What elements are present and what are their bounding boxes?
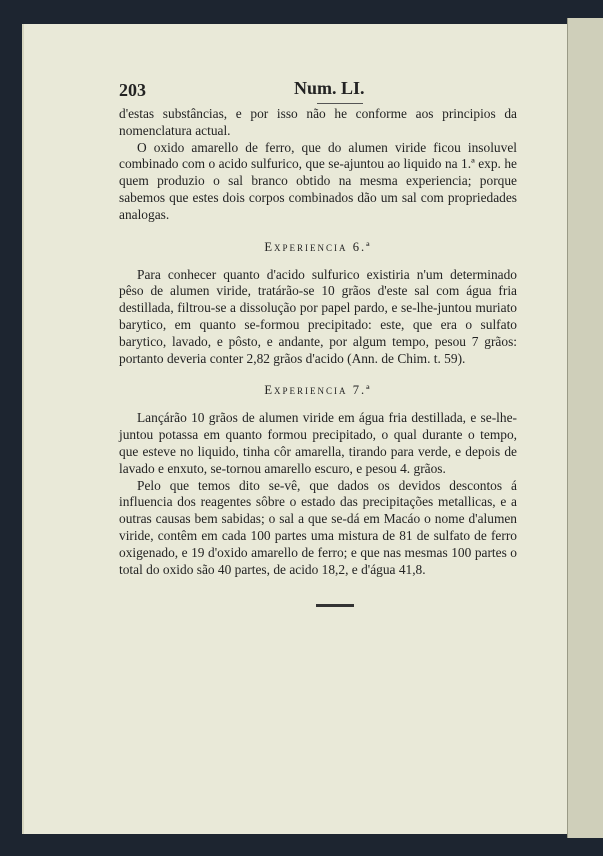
experiment-7-heading: Experiencia 7.ª — [264, 383, 372, 398]
end-rule — [316, 604, 354, 607]
paragraph-4: Lançárão 10 grãos de alumen viride em água fria destillada, e se-lhe-juntou potassa em quanto formou precipitado, o qual durante o tempo, que esteve no liquido, tinha côr amarella, tirando para verde, e depois de lavado e enxuto, se-tornou amarello escuro, e pesou 4. grãos. — [119, 410, 517, 476]
next-page-edge — [567, 18, 603, 838]
paragraph-1: d'estas substâncias, e por isso não he conforme aos principios da nomenclatura actual. — [119, 106, 517, 138]
running-header — [119, 78, 517, 106]
header-rule — [317, 103, 363, 104]
paragraph-3: Para conhecer quanto d'acido sulfurico existiria n'um determinado pêso de alumen viride, tratárão-se 10 grãos d'este sal com água fria destillada, filtrou-se a dissolução por papel pardo, e se-lhe-juntou muriato barytico, em quanto se-formou precipitado: este, que era o sulfato barytico, lavado, e pôsto, e andante, por algum tempo, pesou 7 grãos: portanto deveria conter 2,82 grãos d'acido (Ann. de Chim. t. 59). — [119, 266, 517, 366]
page-title: Num. LI. — [294, 78, 365, 98]
paragraph-2: O oxido amarello de ferro, que do alumen viride ficou insoluvel combinado com o acido sulfurico, que se-ajuntou ao liquido na 1.ª exp. he quem produzio o sal branco obtido na mesma experiencia; porque sabemos que estes dois corpos combinados dão um sal com propriedades analogas. — [119, 139, 517, 222]
page-number: 203 — [119, 80, 146, 100]
page-text — [119, 78, 517, 578]
paragraph-5: Pelo que temos dito se-vê, que dados os devidos descontos á influencia dos reagentes sôbre o estado das precipitações metallicas, e a outras causas bem sabidas; o sal a que se-dá em Macáo o nome d'alumen viride, contêm em cada 100 partes uma mistura de 81 de sulfato de ferro oxigenado, e 19 d'oxido amarello de ferro; e que nas mesmas 100 partes o total do oxido são 40 partes, de acido 18,2, e d'água 41,8. — [119, 477, 517, 577]
experiment-6-heading: Experiencia 6.ª — [264, 239, 372, 254]
